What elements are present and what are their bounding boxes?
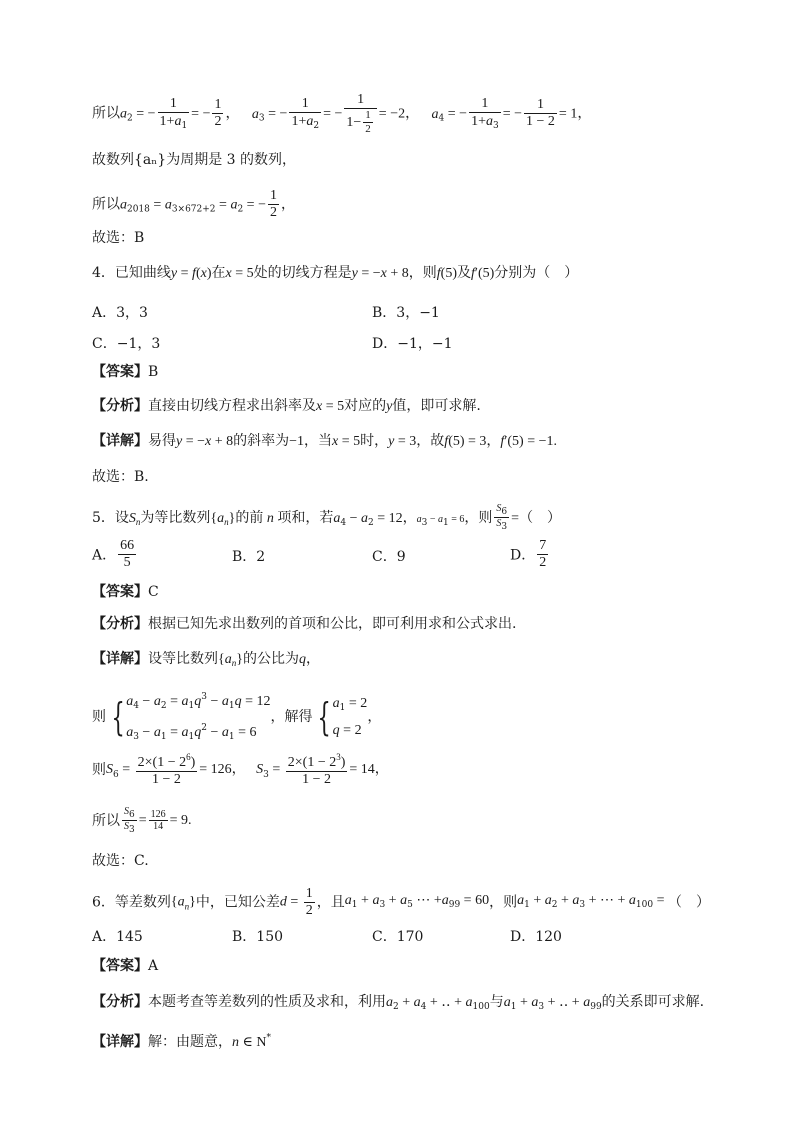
text: 值，即可求解. [392,398,481,414]
text: 直接由切线方程求出斜率及 [148,398,316,414]
q6-option-b [232,926,283,946]
text: 对应的 [344,398,387,414]
text: ，故 [416,433,445,449]
q4-detail: 【详解】易得y = −x + 8的斜率为−1，当x = 5时，y = 3，故f(5) = 3，f′(5) = −1. [92,433,557,449]
text: A．145 [92,929,143,945]
q4-choose [92,467,149,487]
q5-system-line: 则 { $a_4 - a_2 = a_1q^3 - a_1q = 12$ $a_3 - a_1 = a_1q^2 - a_1 = 6$ ，解得 { $a_1 = 2$ q = 2 ， [92,692,382,742]
period-line [92,150,296,170]
text: B．150 [232,929,284,945]
analysis-tag: 【分析】 [92,398,148,414]
text: ， [225,105,240,122]
q5-option-d: D． $\frac{7}{2}$ [510,538,547,571]
text: 所以 [92,105,120,122]
text: 5．设 [92,509,129,526]
text: A． [92,547,117,564]
text: ， [402,509,417,526]
text: 与 [489,994,504,1010]
text: 则 [92,709,106,725]
choose-b [92,228,144,248]
text: 所以 [92,196,120,213]
text: A．3，3 [92,305,148,321]
detail-tag: 【详解】 [92,651,148,667]
text: 分别为（ ） [494,265,579,281]
q5-stem: 5．设$S_n$为等比数列$\{a_n\}$的前 n 项和，若$a_4 - a_2 = 12$，$a_3 - a_1 = 6$，则 $\frac{S6}{S3}$ =（ ） [92,503,562,533]
q4-analysis: 【分析】直接由切线方程求出斜率及x = 5对应的y值，即可求解. [92,398,481,414]
q4-option-d [372,333,453,353]
a2018-line: 所以$a_{2018} = a_{3\times 672+2} = a_2$ = − $\frac{1}{2}$ ， [92,188,295,221]
analysis-tag: 【分析】 [92,994,148,1010]
text: 所以 [92,812,120,829]
text: 解：由题意， [148,1034,232,1050]
detail-tag: 【详解】 [92,433,148,449]
text: 的公比为 [242,651,299,667]
q6-detail: 【详解】解：由题意，n ∈ N* [92,1033,271,1050]
text: C．9 [372,549,406,565]
q4-answer [92,362,158,382]
text: 易得 [148,433,176,449]
q5-analysis [92,614,516,634]
text: ，则 [489,894,518,911]
text: ，则 [408,265,437,281]
text: ， [405,105,420,122]
text: 的前 [235,509,264,526]
q4-stem: 4．已知曲线y = f(x)在x = 5处的切线方程是y = −x + 8，则f(5)及f′(5)分别为（ ） [92,265,579,281]
q5-option-c [372,546,406,566]
answer-value: B [148,364,159,380]
q6-option-a [92,926,143,946]
text: 故选：C. [92,853,149,869]
q6-option-d [510,926,562,946]
text: D．120 [510,929,562,945]
answer-value: C [148,584,159,600]
q5-option-a: A． $\frac{66}{5}$ [92,538,135,571]
text: ，当 [304,433,333,449]
text: 本题考查等差数列的性质及求和，利用 [148,994,386,1010]
text: 处的切线方程是 [253,265,352,281]
text: D．−1，−1 [372,336,453,352]
q4-option-c [92,333,160,353]
answer-tag: 【答案】 [92,584,148,600]
text: ，则 [464,509,493,526]
text: 中，已知公差 [195,894,280,911]
text: ， [577,105,592,122]
text: 的斜率为 [233,433,290,449]
analysis-tag: 【分析】 [92,616,148,632]
text: 的关系即可求解. [601,994,705,1010]
detail-tag: 【详解】 [92,1034,148,1050]
q4-option-b [372,302,440,322]
q4-option-a [92,302,148,322]
text: 故数列{aₙ}为周期是 3 的数列， [92,152,297,168]
answer-tag: 【答案】 [92,958,148,974]
a-values-line: 所以$a_2$ = − $\frac{1}{1+a_1}$ = − $\frac{1}{2}$ ， $a_3$ = − $\frac{1}{1+a_2}$ = − 1 1− $\frac{1}{2}$ = −2， $a_4$ = − $\frac{1}{1+a_3}$ = − $\frac{1}{1 - 2}$ = 1， [92,92,592,135]
q6-stem: 6．等差数列$\{a_n\}$中，已知公差d = $\frac{1}{2}$ ，且$a_1 + a_3 + a_5$ ⋯ $+a_{99} = 60$，则$a_1 + a_2 + a_3$ + ⋯ + $a_{100}$ = （ ） [92,886,710,919]
q5-answer [92,582,159,602]
text: 根据已知先求出数列的首项和公比，即可利用求和公式求出. [148,616,517,632]
text: 项和，若 [277,509,334,526]
text: ，且 [316,894,345,911]
text: 时， [360,433,389,449]
q5-choose [92,851,149,871]
text: 则 [92,762,106,779]
text: 设等比数列 [148,651,218,667]
text: 6．等差数列 [92,894,171,911]
text: D． [510,547,536,564]
q5-sums-line: 则$S_6$ = $\frac{2\times(1 - 2^6)}{1 - 2}$ = 126， $S_3$ = $\frac{2\times(1 - 2^3)}{1 - 2}$ = 14， [92,752,389,788]
text: 4．已知曲线 [92,265,171,281]
text: （ ） [667,894,710,911]
text: C．170 [372,929,424,945]
text: 及 [456,265,471,281]
q5-ratio-line: 所以 $\frac{S6}{S3}$ = $\frac{126}{14}$ = 9. [92,806,192,836]
text: 在 [211,265,226,281]
text: 为等比数列 [140,509,211,526]
q6-analysis: 【分析】本题考查等差数列的性质及求和，利用$a_2 + a_4$ + ‥ + $a_{100}$与$a_1 + a_3$ + ‥ + $a_{99}$的关系即可求解. [92,994,705,1012]
q6-answer [92,956,158,976]
answer-value: A [148,958,159,974]
text: 故选：B [92,230,145,246]
q5-option-b [232,546,265,566]
text: ，解得 [270,709,313,725]
text: （ ） [519,509,562,526]
q5-detail: 【详解】设等比数列$\{a_n\}$的公比为q， [92,651,320,668]
text: B．2 [232,549,266,565]
q6-option-c [372,926,423,946]
text: ， [486,433,501,449]
text: B．3，−1 [372,305,440,321]
answer-tag: 【答案】 [92,364,148,380]
text: 故选：B. [92,469,149,485]
text: C．−1，3 [92,336,161,352]
